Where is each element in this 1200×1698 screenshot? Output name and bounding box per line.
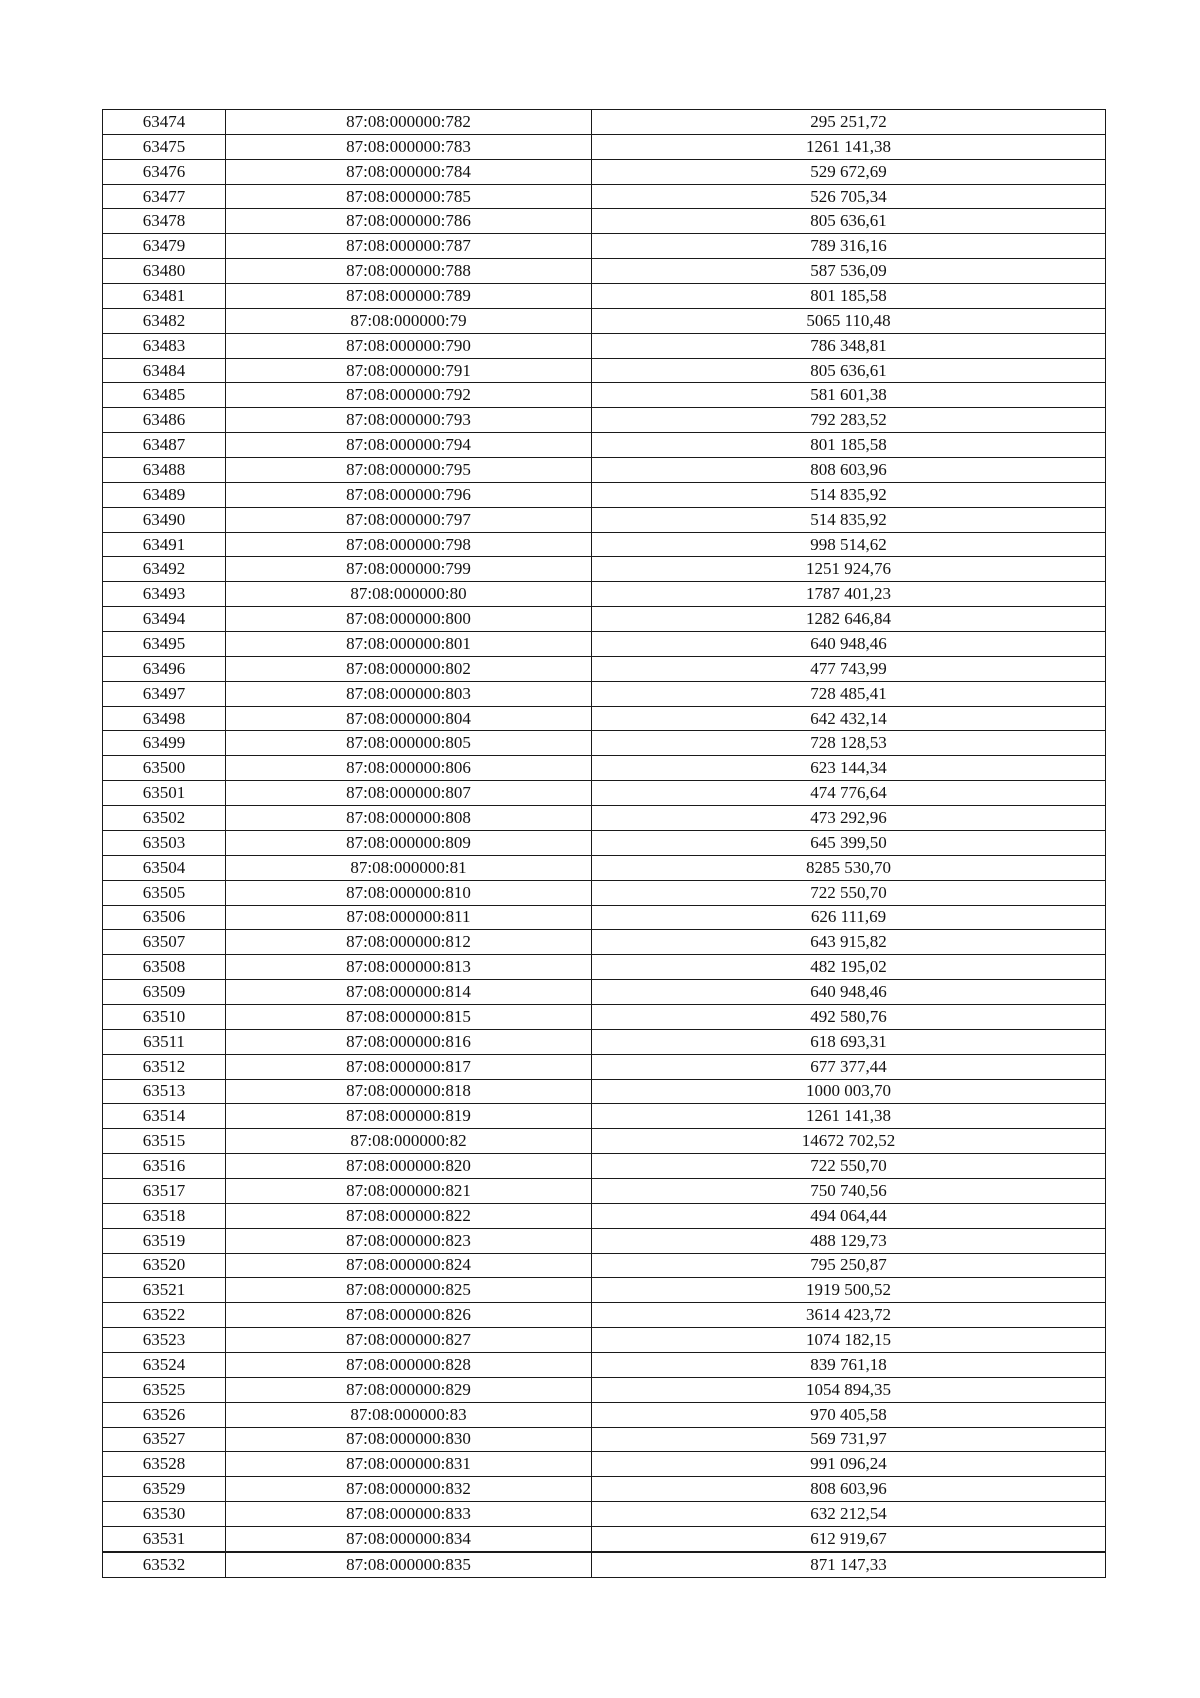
cadastral-number-cell: 87:08:000000:804: [226, 706, 592, 731]
value-cell: 677 377,44: [592, 1054, 1106, 1079]
table-row: [103, 980, 1106, 1005]
row-number-cell: 63526: [103, 1402, 226, 1427]
row-number-cell: 63497: [103, 681, 226, 706]
row-number-cell: 63474: [103, 110, 226, 135]
table-row: [103, 880, 1106, 905]
cadastral-number-cell: 87:08:000000:815: [226, 1004, 592, 1029]
table-row: [103, 458, 1106, 483]
cadastral-number-cell: 87:08:000000:783: [226, 134, 592, 159]
row-number-cell: 63475: [103, 134, 226, 159]
value-cell: 998 514,62: [592, 532, 1106, 557]
value-cell: 1251 924,76: [592, 557, 1106, 582]
value-cell: 477 743,99: [592, 656, 1106, 681]
value-cell: 805 636,61: [592, 209, 1106, 234]
cadastral-number-cell: 87:08:000000:784: [226, 159, 592, 184]
value-cell: 526 705,34: [592, 184, 1106, 209]
value-cell: 1261 141,38: [592, 1104, 1106, 1129]
value-cell: 1000 003,70: [592, 1079, 1106, 1104]
row-number-cell: 63514: [103, 1104, 226, 1129]
table-row: [103, 731, 1106, 756]
row-number-cell: 63528: [103, 1452, 226, 1477]
table-row: [103, 706, 1106, 731]
value-cell: 640 948,46: [592, 632, 1106, 657]
table-row: [103, 284, 1106, 309]
cadastral-number-cell: 87:08:000000:788: [226, 259, 592, 284]
row-number-cell: 63529: [103, 1477, 226, 1502]
table-row: [103, 482, 1106, 507]
table-row: [103, 855, 1106, 880]
table-row: [103, 1054, 1106, 1079]
row-number-cell: 63520: [103, 1253, 226, 1278]
value-cell: 587 536,09: [592, 259, 1106, 284]
row-number-cell: 63482: [103, 308, 226, 333]
table-row: [103, 1303, 1106, 1328]
row-number-cell: 63532: [103, 1552, 226, 1577]
value-cell: 750 740,56: [592, 1178, 1106, 1203]
row-number-cell: 63501: [103, 781, 226, 806]
table-row: [103, 656, 1106, 681]
row-number-cell: 63492: [103, 557, 226, 582]
row-number-cell: 63499: [103, 731, 226, 756]
table-row: [103, 607, 1106, 632]
data-table: [102, 109, 1106, 1578]
row-number-cell: 63503: [103, 830, 226, 855]
row-number-cell: 63523: [103, 1328, 226, 1353]
cadastral-number-cell: 87:08:000000:808: [226, 806, 592, 831]
cadastral-number-cell: 87:08:000000:819: [226, 1104, 592, 1129]
cadastral-number-cell: 87:08:000000:821: [226, 1178, 592, 1203]
value-cell: 808 603,96: [592, 1477, 1106, 1502]
value-cell: 789 316,16: [592, 234, 1106, 259]
table-row: [103, 582, 1106, 607]
value-cell: 722 550,70: [592, 880, 1106, 905]
table-row: [103, 1154, 1106, 1179]
table-row: [103, 184, 1106, 209]
cadastral-number-cell: 87:08:000000:798: [226, 532, 592, 557]
value-cell: 8285 530,70: [592, 855, 1106, 880]
table-row: [103, 1203, 1106, 1228]
table-row: [103, 159, 1106, 184]
value-cell: 792 283,52: [592, 408, 1106, 433]
cadastral-number-cell: 87:08:000000:813: [226, 955, 592, 980]
row-number-cell: 63531: [103, 1526, 226, 1551]
value-cell: 473 292,96: [592, 806, 1106, 831]
row-number-cell: 63490: [103, 507, 226, 532]
value-cell: 618 693,31: [592, 1029, 1106, 1054]
value-cell: 295 251,72: [592, 110, 1106, 135]
cadastral-number-cell: 87:08:000000:805: [226, 731, 592, 756]
value-cell: 808 603,96: [592, 458, 1106, 483]
value-cell: 640 948,46: [592, 980, 1106, 1005]
row-number-cell: 63521: [103, 1278, 226, 1303]
table-row: [103, 1004, 1106, 1029]
table-body: [103, 110, 1106, 1578]
cadastral-number-cell: 87:08:000000:792: [226, 383, 592, 408]
cadastral-number-cell: 87:08:000000:822: [226, 1203, 592, 1228]
row-number-cell: 63516: [103, 1154, 226, 1179]
cadastral-number-cell: 87:08:000000:820: [226, 1154, 592, 1179]
value-cell: 5065 110,48: [592, 308, 1106, 333]
value-cell: 482 195,02: [592, 955, 1106, 980]
cadastral-number-cell: 87:08:000000:809: [226, 830, 592, 855]
table-row: [103, 806, 1106, 831]
table-row: [103, 1502, 1106, 1527]
row-number-cell: 63479: [103, 234, 226, 259]
value-cell: 492 580,76: [592, 1004, 1106, 1029]
row-number-cell: 63530: [103, 1502, 226, 1527]
table-row: [103, 1377, 1106, 1402]
row-number-cell: 63500: [103, 756, 226, 781]
table-row: [103, 1552, 1106, 1577]
row-number-cell: 63513: [103, 1079, 226, 1104]
row-number-cell: 63491: [103, 532, 226, 557]
table-row: [103, 1029, 1106, 1054]
cadastral-number-cell: 87:08:000000:814: [226, 980, 592, 1005]
row-number-cell: 63508: [103, 955, 226, 980]
cadastral-number-cell: 87:08:000000:81: [226, 855, 592, 880]
row-number-cell: 63478: [103, 209, 226, 234]
table-row: [103, 1526, 1106, 1551]
value-cell: 623 144,34: [592, 756, 1106, 781]
row-number-cell: 63484: [103, 358, 226, 383]
cadastral-number-cell: 87:08:000000:807: [226, 781, 592, 806]
row-number-cell: 63505: [103, 880, 226, 905]
row-number-cell: 63522: [103, 1303, 226, 1328]
table-row: [103, 1477, 1106, 1502]
table-row: [103, 955, 1106, 980]
row-number-cell: 63504: [103, 855, 226, 880]
table-row: [103, 259, 1106, 284]
cadastral-number-cell: 87:08:000000:832: [226, 1477, 592, 1502]
table-row: [103, 1104, 1106, 1129]
value-cell: 494 064,44: [592, 1203, 1106, 1228]
cadastral-number-cell: 87:08:000000:824: [226, 1253, 592, 1278]
row-number-cell: 63496: [103, 656, 226, 681]
value-cell: 642 432,14: [592, 706, 1106, 731]
row-number-cell: 63498: [103, 706, 226, 731]
value-cell: 643 915,82: [592, 930, 1106, 955]
cadastral-number-cell: 87:08:000000:811: [226, 905, 592, 930]
value-cell: 514 835,92: [592, 482, 1106, 507]
cadastral-number-cell: 87:08:000000:834: [226, 1526, 592, 1551]
cadastral-number-cell: 87:08:000000:82: [226, 1129, 592, 1154]
value-cell: 569 731,97: [592, 1427, 1106, 1452]
table-row: [103, 1328, 1106, 1353]
cadastral-number-cell: 87:08:000000:802: [226, 656, 592, 681]
row-number-cell: 63493: [103, 582, 226, 607]
value-cell: 1261 141,38: [592, 134, 1106, 159]
table-row: [103, 781, 1106, 806]
value-cell: 488 129,73: [592, 1228, 1106, 1253]
table-row: [103, 1178, 1106, 1203]
cadastral-number-cell: 87:08:000000:789: [226, 284, 592, 309]
table-row: [103, 632, 1106, 657]
table-row: [103, 333, 1106, 358]
cadastral-number-cell: 87:08:000000:829: [226, 1377, 592, 1402]
value-cell: 3614 423,72: [592, 1303, 1106, 1328]
value-cell: 626 111,69: [592, 905, 1106, 930]
table-row: [103, 308, 1106, 333]
value-cell: 728 485,41: [592, 681, 1106, 706]
table-row: [103, 1228, 1106, 1253]
value-cell: 970 405,58: [592, 1402, 1106, 1427]
row-number-cell: 63519: [103, 1228, 226, 1253]
cadastral-number-cell: 87:08:000000:800: [226, 607, 592, 632]
row-number-cell: 63517: [103, 1178, 226, 1203]
value-cell: 801 185,58: [592, 284, 1106, 309]
cadastral-number-cell: 87:08:000000:810: [226, 880, 592, 905]
cadastral-number-cell: 87:08:000000:80: [226, 582, 592, 607]
row-number-cell: 63524: [103, 1352, 226, 1377]
table-row: [103, 358, 1106, 383]
cadastral-number-cell: 87:08:000000:79: [226, 308, 592, 333]
cadastral-number-cell: 87:08:000000:803: [226, 681, 592, 706]
cadastral-number-cell: 87:08:000000:799: [226, 557, 592, 582]
value-cell: 786 348,81: [592, 333, 1106, 358]
cadastral-number-cell: 87:08:000000:817: [226, 1054, 592, 1079]
row-number-cell: 63476: [103, 159, 226, 184]
table-row: [103, 1079, 1106, 1104]
row-number-cell: 63494: [103, 607, 226, 632]
value-cell: 645 399,50: [592, 830, 1106, 855]
table-row: [103, 830, 1106, 855]
cadastral-number-cell: 87:08:000000:826: [226, 1303, 592, 1328]
cadastral-number-cell: 87:08:000000:785: [226, 184, 592, 209]
table-row: [103, 930, 1106, 955]
cadastral-number-cell: 87:08:000000:833: [226, 1502, 592, 1527]
table-row: [103, 234, 1106, 259]
row-number-cell: 63511: [103, 1029, 226, 1054]
table-row: [103, 905, 1106, 930]
cadastral-number-cell: 87:08:000000:831: [226, 1452, 592, 1477]
row-number-cell: 63518: [103, 1203, 226, 1228]
value-cell: 612 919,67: [592, 1526, 1106, 1551]
table-row: [103, 408, 1106, 433]
cadastral-number-cell: 87:08:000000:825: [226, 1278, 592, 1303]
cadastral-number-cell: 87:08:000000:83: [226, 1402, 592, 1427]
cadastral-number-cell: 87:08:000000:827: [226, 1328, 592, 1353]
table-row: [103, 756, 1106, 781]
cadastral-number-cell: 87:08:000000:782: [226, 110, 592, 135]
table-row: [103, 507, 1106, 532]
value-cell: 805 636,61: [592, 358, 1106, 383]
table-row: [103, 209, 1106, 234]
table-row: [103, 557, 1106, 582]
row-number-cell: 63487: [103, 433, 226, 458]
value-cell: 722 550,70: [592, 1154, 1106, 1179]
cadastral-number-cell: 87:08:000000:795: [226, 458, 592, 483]
value-cell: 14672 702,52: [592, 1129, 1106, 1154]
row-number-cell: 63506: [103, 905, 226, 930]
value-cell: 581 601,38: [592, 383, 1106, 408]
table-row: [103, 1352, 1106, 1377]
table-row: [103, 433, 1106, 458]
table-row: [103, 110, 1106, 135]
table-row: [103, 134, 1106, 159]
row-number-cell: 63515: [103, 1129, 226, 1154]
cadastral-number-cell: 87:08:000000:787: [226, 234, 592, 259]
row-number-cell: 63512: [103, 1054, 226, 1079]
value-cell: 474 776,64: [592, 781, 1106, 806]
cadastral-number-cell: 87:08:000000:828: [226, 1352, 592, 1377]
table-row: [103, 1129, 1106, 1154]
row-number-cell: 63502: [103, 806, 226, 831]
row-number-cell: 63527: [103, 1427, 226, 1452]
value-cell: 801 185,58: [592, 433, 1106, 458]
table-row: [103, 1402, 1106, 1427]
value-cell: 871 147,33: [592, 1552, 1106, 1577]
table-row: [103, 1253, 1106, 1278]
value-cell: 839 761,18: [592, 1352, 1106, 1377]
row-number-cell: 63509: [103, 980, 226, 1005]
value-cell: 795 250,87: [592, 1253, 1106, 1278]
cadastral-number-cell: 87:08:000000:794: [226, 433, 592, 458]
value-cell: 529 672,69: [592, 159, 1106, 184]
row-number-cell: 63481: [103, 284, 226, 309]
cadastral-number-cell: 87:08:000000:791: [226, 358, 592, 383]
table-row: [103, 1452, 1106, 1477]
table-row: [103, 532, 1106, 557]
table-row: [103, 681, 1106, 706]
cadastral-number-cell: 87:08:000000:797: [226, 507, 592, 532]
row-number-cell: 63483: [103, 333, 226, 358]
table-row: [103, 383, 1106, 408]
cadastral-number-cell: 87:08:000000:816: [226, 1029, 592, 1054]
table-row: [103, 1278, 1106, 1303]
cadastral-number-cell: 87:08:000000:818: [226, 1079, 592, 1104]
cadastral-number-cell: 87:08:000000:801: [226, 632, 592, 657]
value-cell: 514 835,92: [592, 507, 1106, 532]
row-number-cell: 63489: [103, 482, 226, 507]
row-number-cell: 63486: [103, 408, 226, 433]
cadastral-number-cell: 87:08:000000:835: [226, 1552, 592, 1577]
value-cell: 1787 401,23: [592, 582, 1106, 607]
row-number-cell: 63477: [103, 184, 226, 209]
row-number-cell: 63525: [103, 1377, 226, 1402]
cadastral-number-cell: 87:08:000000:796: [226, 482, 592, 507]
row-number-cell: 63485: [103, 383, 226, 408]
value-cell: 728 128,53: [592, 731, 1106, 756]
cadastral-number-cell: 87:08:000000:823: [226, 1228, 592, 1253]
cadastral-number-cell: 87:08:000000:830: [226, 1427, 592, 1452]
value-cell: 1054 894,35: [592, 1377, 1106, 1402]
cadastral-number-cell: 87:08:000000:790: [226, 333, 592, 358]
value-cell: 1074 182,15: [592, 1328, 1106, 1353]
cadastral-number-cell: 87:08:000000:806: [226, 756, 592, 781]
cadastral-number-cell: 87:08:000000:786: [226, 209, 592, 234]
value-cell: 991 096,24: [592, 1452, 1106, 1477]
value-cell: 632 212,54: [592, 1502, 1106, 1527]
cadastral-number-cell: 87:08:000000:812: [226, 930, 592, 955]
value-cell: 1282 646,84: [592, 607, 1106, 632]
row-number-cell: 63507: [103, 930, 226, 955]
row-number-cell: 63510: [103, 1004, 226, 1029]
row-number-cell: 63480: [103, 259, 226, 284]
row-number-cell: 63488: [103, 458, 226, 483]
table-row: [103, 1427, 1106, 1452]
cadastral-number-cell: 87:08:000000:793: [226, 408, 592, 433]
value-cell: 1919 500,52: [592, 1278, 1106, 1303]
row-number-cell: 63495: [103, 632, 226, 657]
